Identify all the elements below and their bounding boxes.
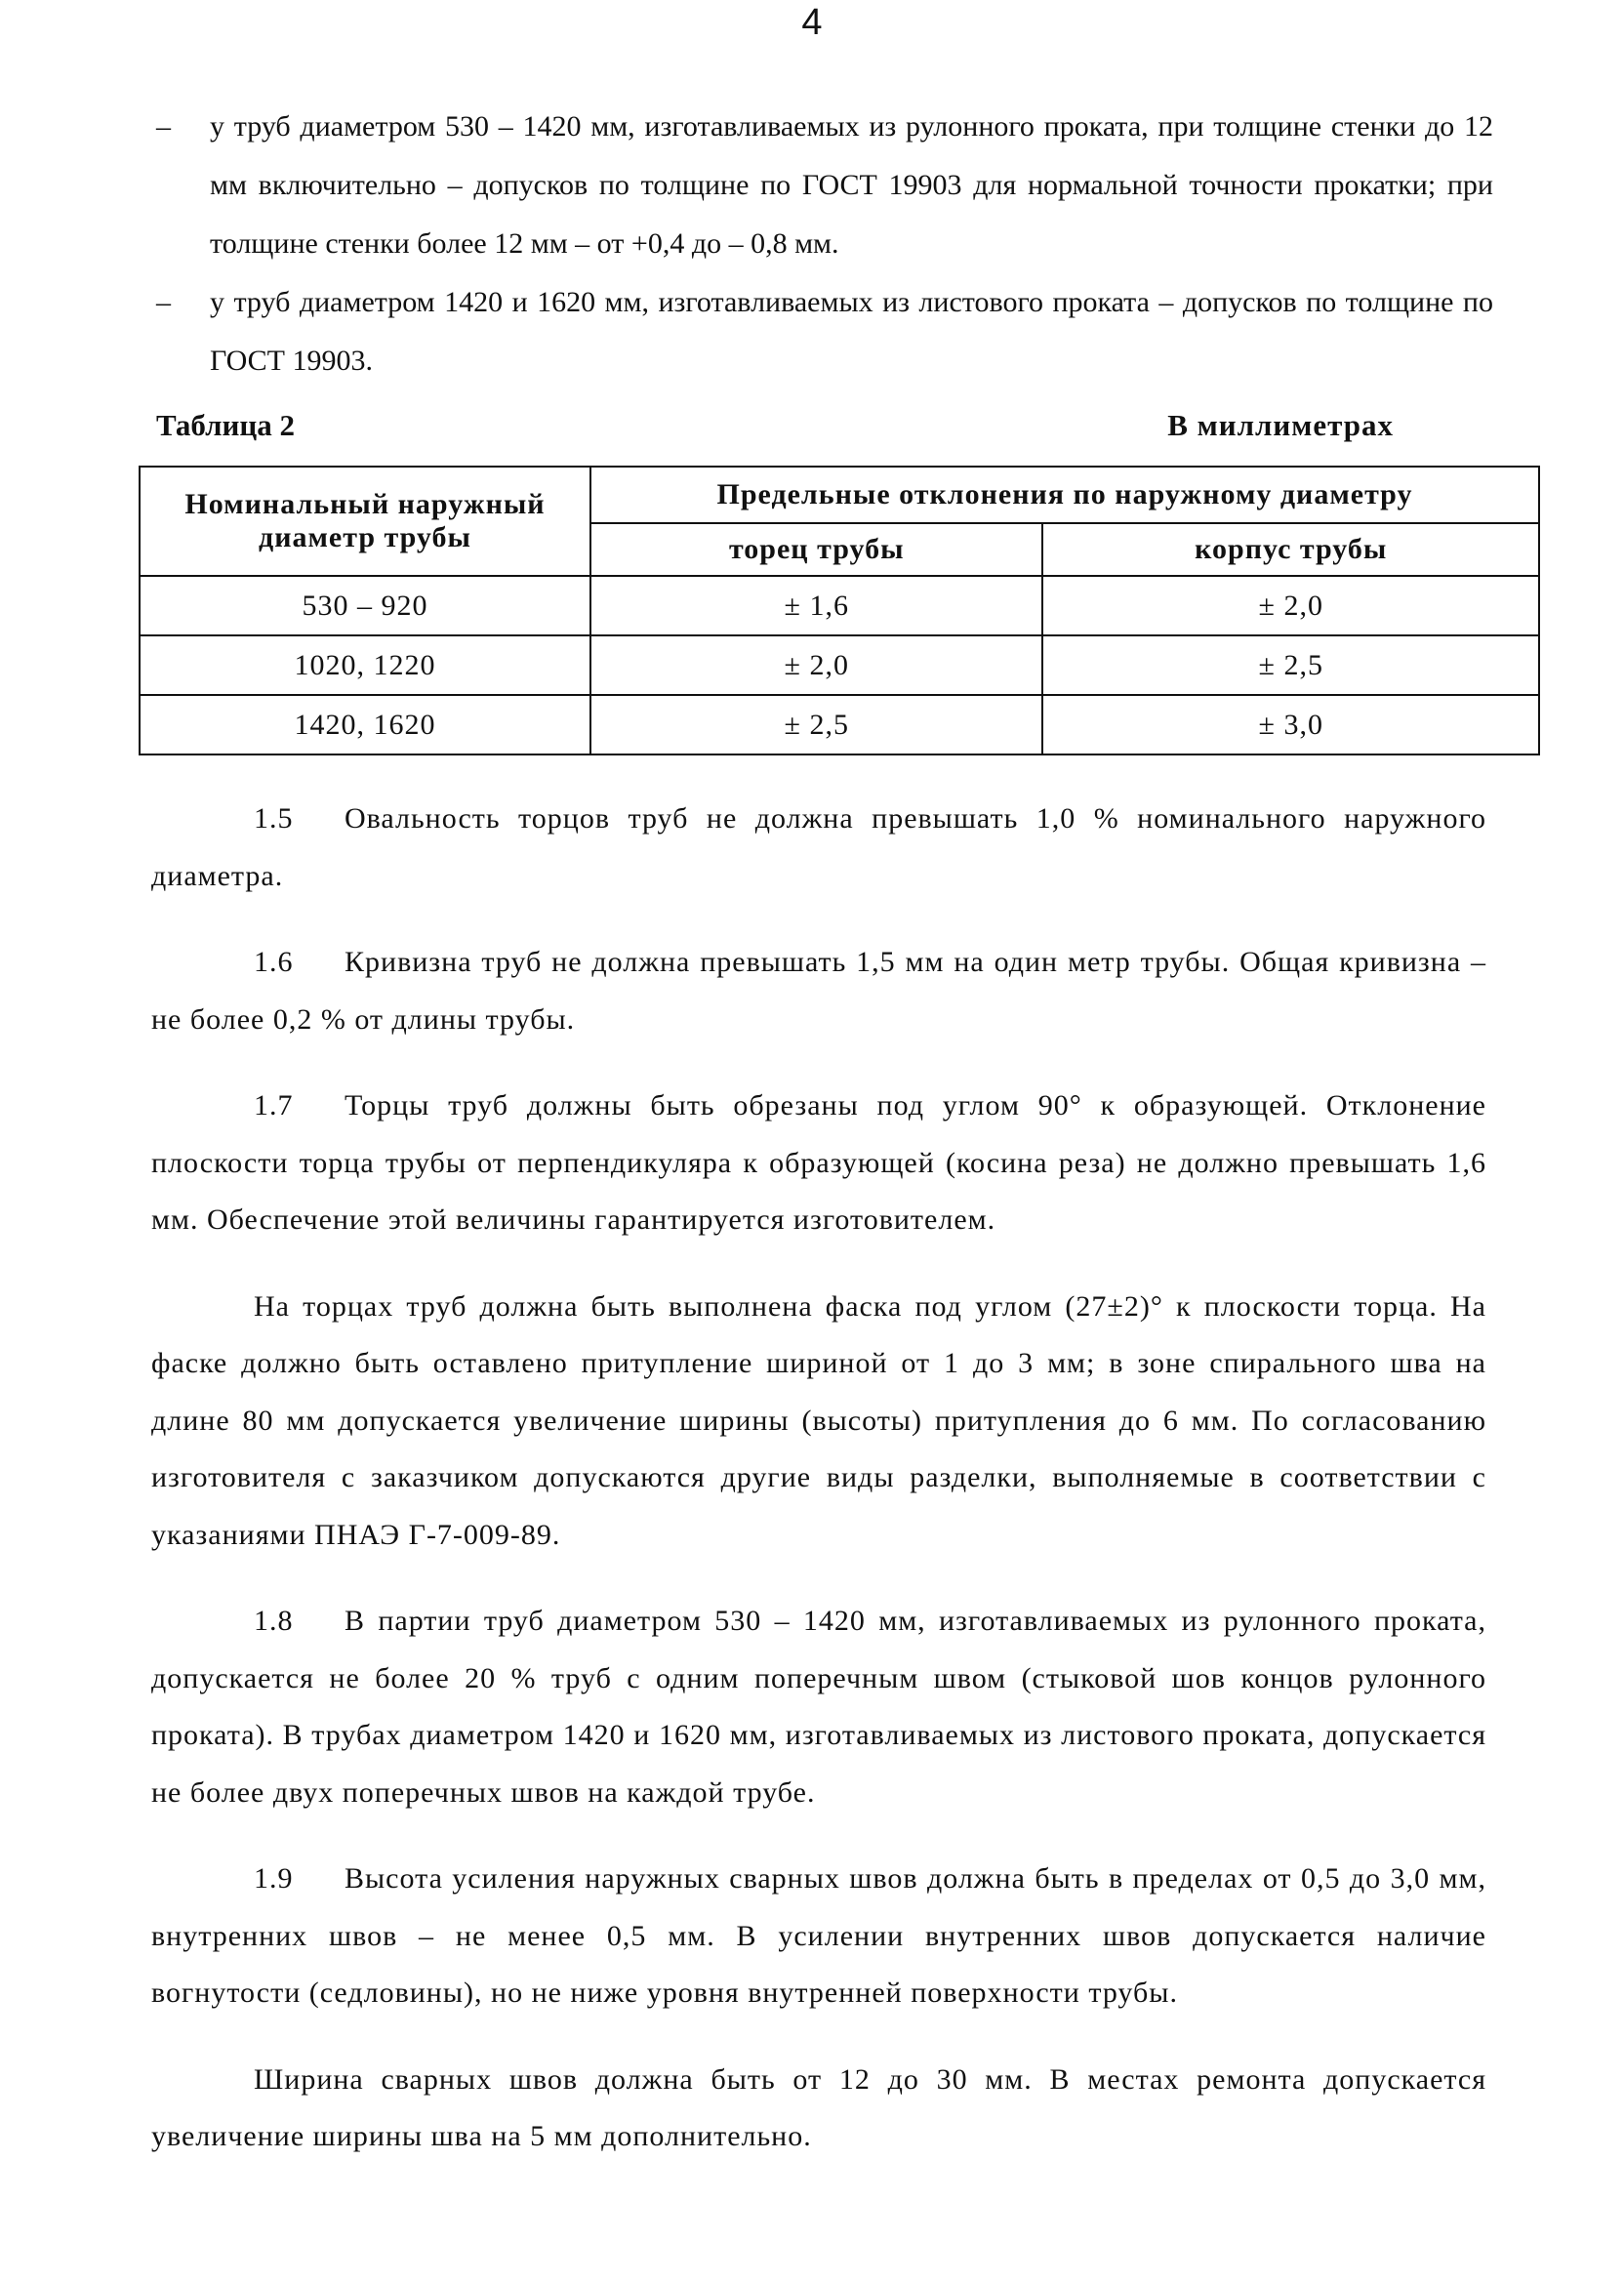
bullet-list [156,98,1493,390]
table-cell: 1420, 1620 [140,695,590,754]
paragraph-text: Высота усиления наружных сварных швов должна быть в пределах от 0,5 до 3,0 мм, внутренних швов – не менее 0,5 мм. В усилении внутренних швов допускается наличие вогнутости (седловины), но не ниже уровня внутренней поверхности трубы. [151,1862,1486,2009]
paragraph [151,2052,1486,2166]
table-row [140,576,1539,635]
paragraph [151,934,1486,1048]
paragraph [151,1593,1486,1821]
bullet-marker: – [156,110,171,143]
group-header-deviations: Предельные отклонения по наружному диаметру [590,467,1539,523]
body-text [151,761,1486,2166]
bullet-item [156,98,1493,273]
paragraph-text: На торцах труб должна быть выполнена фаска под углом (27±2)° к плоскости торца. На фаске должно быть оставлено притупление шириной от 1 до 3 мм; в зоне спирального шва на длине 80 мм допускается увеличение ширины (высоты) притупления до 6 мм. По согласованию изготовителя с заказчиком допускаются другие виды разделки, выполняемые в соответствии с указаниями ПНАЭ Г-7-009-89. [151,1289,1486,1551]
bullet-text: у труб диаметром 1420 и 1620 мм, изготавливаемых из листового проката – допусков по толщине по ГОСТ 19903. [210,286,1493,377]
table-cell: ± 2,0 [590,635,1042,695]
sub-header-end: торец трубы [590,523,1042,576]
table-row [140,695,1539,754]
paragraph [151,1851,1486,2022]
table-cell: ± 2,5 [1042,635,1539,695]
table-cell: ± 2,5 [590,695,1042,754]
table-cell: 530 – 920 [140,576,590,635]
sub-header-body: корпус трубы [1042,523,1539,576]
paragraph [151,1078,1486,1249]
clause-number: 1.9 [254,1862,294,1895]
deviation-table [139,466,1540,755]
bullet-item [156,273,1493,390]
table-cell: ± 2,0 [1042,576,1539,635]
clause-number: 1.5 [254,802,294,835]
paragraph-text: Торцы труб должны быть обрезаны под углом 90° к образующей. Отклонение плоскости торца трубы от перпендикуляра к образующей (косина реза) не должно превышать 1,6 мм. Обеспечение этой величины гарантируется изготовителем. [151,1089,1486,1236]
paragraph-text: Кривизна труб не должна превышать 1,5 мм на один метр трубы. Общая кривизна – не более 0,2 % от длины трубы. [151,946,1486,1036]
paragraph [151,791,1486,905]
table-row [140,635,1539,695]
table-cell: ± 3,0 [1042,695,1539,754]
paragraph-text: В партии труб диаметром 530 – 1420 мм, изготавливаемых из рулонного проката, допускается не более 20 % труб с одним поперечным швом (стыковой шов концов рулонного проката). В трубах диаметром 1420 и 1620 мм, изготавливаемых из листового проката, допускается не более двух поперечных швов на каждой трубе. [151,1605,1486,1809]
page-number: 4 [801,2,823,43]
clause-number: 1.6 [254,946,294,978]
paragraph [151,1279,1486,1565]
bullet-text: у труб диаметром 530 – 1420 мм, изготавливаемых из рулонного проката, при толщине стенки до 12 мм включительно – допусков по толщине по ГОСТ 19903 для нормальной точности прокатки; при толщине стенки более 12 мм – от +0,4 до – 0,8 мм. [210,110,1493,260]
clause-number: 1.8 [254,1605,294,1637]
table-units: В миллиметрах [1167,408,1394,442]
table-cell: ± 1,6 [590,576,1042,635]
bullet-marker: – [156,286,171,318]
table-caption: Таблица 2 [156,408,295,442]
paragraph-text: Овальность торцов труб не должна превышать 1,0 % номинального наружного диаметра. [151,802,1486,892]
paragraph-text: Ширина сварных швов должна быть от 12 до 30 мм. В местах ремонта допускается увеличение ширины шва на 5 мм дополнительно. [151,2062,1486,2152]
clause-number: 1.7 [254,1089,294,1121]
table-cell: 1020, 1220 [140,635,590,695]
col-header-diameter: Номинальный наружный диаметр трубы [140,467,590,576]
